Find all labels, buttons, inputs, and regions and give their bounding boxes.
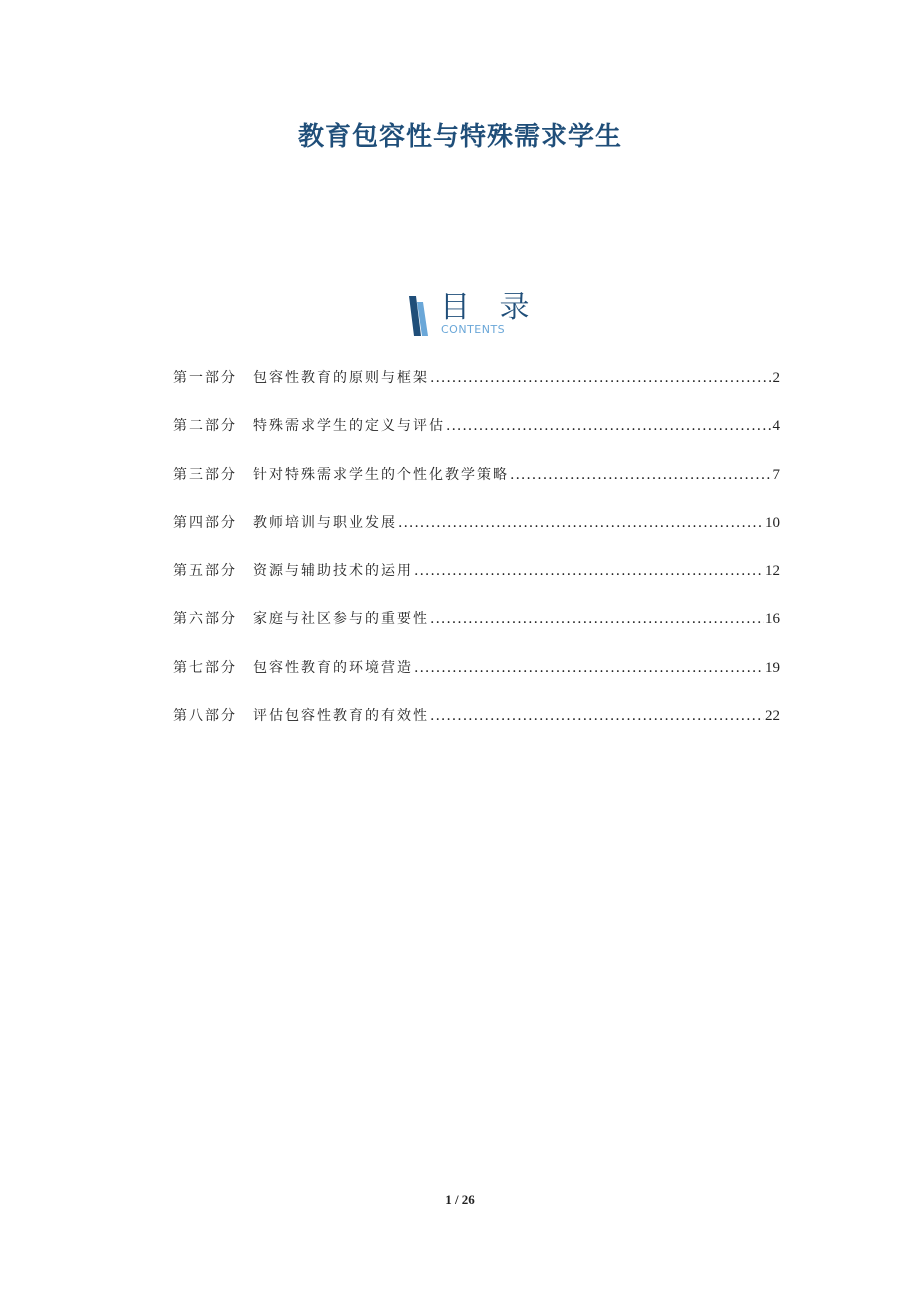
toc-entry-page: 2 [772, 370, 780, 386]
toc-heading: 目 录 [440, 290, 540, 325]
toc-entry[interactable] [173, 705, 780, 753]
toc-entry[interactable] [173, 560, 780, 608]
toc-entry-title: 家庭与社区参与的重要性 [253, 611, 429, 628]
toc-entry-page: 19 [765, 659, 780, 676]
toc-dot-leader [510, 467, 772, 483]
toc-entry-page: 16 [765, 611, 780, 628]
toc-entry-title: 包容性教育的环境营造 [253, 659, 413, 676]
toc-dot-leader [398, 515, 764, 531]
toc-entry-part: 第二部分 [173, 418, 237, 435]
toc-subheading: CONTENTS [441, 323, 506, 336]
toc-entry-title: 资源与辅助技术的运用 [253, 563, 413, 580]
toc-entry-part: 第一部分 [173, 370, 237, 386]
toc-dot-leader [414, 563, 764, 579]
toc-entry-part: 第五部分 [173, 563, 237, 580]
toc-entry-part: 第三部分 [173, 466, 237, 483]
toc-entry-part: 第七部分 [173, 659, 237, 676]
toc-entry-title: 评估包容性教育的有效性 [253, 708, 429, 725]
toc-entry-title: 教师培训与职业发展 [253, 514, 397, 531]
toc-dot-leader [430, 370, 772, 386]
toc-dot-leader [414, 660, 764, 676]
toc-list [173, 367, 780, 753]
toc-entry[interactable] [173, 512, 780, 560]
toc-dot-leader [430, 611, 764, 627]
toc-entry[interactable] [173, 608, 780, 656]
toc-entry[interactable] [173, 464, 780, 512]
toc-header [0, 290, 920, 340]
document-title: 教育包容性与特殊需求学生 [297, 122, 622, 152]
toc-logo-icon [407, 296, 433, 336]
toc-entry-page: 22 [765, 708, 780, 725]
toc-entry-part: 第四部分 [173, 514, 237, 531]
toc-entry-title: 特殊需求学生的定义与评估 [253, 418, 445, 435]
toc-entry-page: 12 [765, 563, 780, 580]
toc-entry[interactable] [173, 657, 780, 705]
toc-dot-leader [430, 708, 764, 724]
toc-entry-title: 针对特殊需求学生的个性化教学策略 [253, 466, 509, 483]
toc-entry-part: 第六部分 [173, 611, 237, 628]
toc-entry[interactable] [173, 415, 780, 463]
toc-entry-page: 10 [765, 514, 780, 531]
toc-dot-leader [446, 418, 772, 434]
toc-entry-page: 4 [772, 418, 780, 435]
page-indicator: 1 / 26 [445, 1192, 475, 1207]
toc-entry-part: 第八部分 [173, 708, 237, 725]
toc-entry-title: 包容性教育的原则与框架 [253, 370, 429, 386]
toc-entry[interactable] [173, 367, 780, 415]
toc-entry-page: 7 [772, 466, 780, 483]
